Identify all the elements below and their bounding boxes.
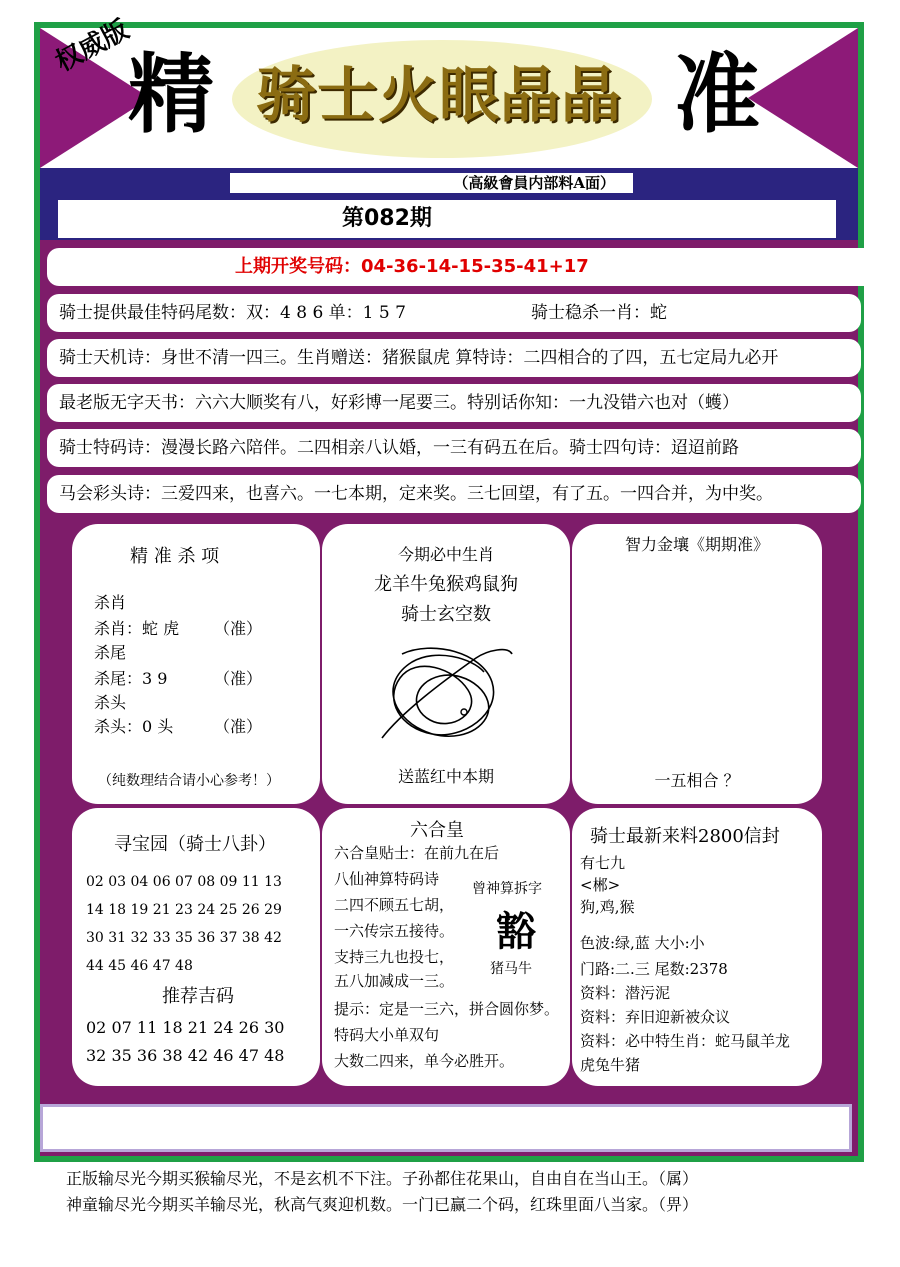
liuhe-title: 六合皇 — [410, 820, 464, 841]
tail-row — [47, 294, 861, 332]
latest-title: 骑士最新来料2800信封 — [590, 826, 780, 847]
header-char-left: 精 — [128, 44, 214, 145]
recommend-title: 推荐吉码 — [162, 986, 234, 1007]
last-draw-label: 上期开奖号码： — [235, 256, 361, 277]
latest-line-1: 有七九 — [580, 854, 626, 872]
latest-line-3: 狗,鸡,猴 — [580, 898, 635, 916]
kill-title: 精 准 杀 项 — [130, 546, 220, 567]
kill-zodiac: 杀肖：蛇 虎 — [94, 619, 180, 638]
footer-empty-box — [40, 1104, 852, 1152]
latest-info-2: 资料：弃旧迎新被众议 — [580, 1008, 731, 1026]
must-zodiac-panel — [322, 524, 570, 804]
liuhe-hint: 提示：定是一三六，拼合圆你梦。 — [334, 1000, 560, 1018]
header-char-right: 准 — [674, 44, 760, 145]
header-subtitle: （高級會員内部料A面） — [230, 173, 633, 193]
kill-zodiac-tag: （准） — [214, 619, 263, 638]
scribble-doodle — [372, 642, 522, 742]
poem-row-4: 马会彩头诗：三爱四来，也喜六。一七本期，定来奖。三七回望，有了五。一四合并，为中奖。 — [47, 475, 861, 513]
kill-zodiac-label: 杀肖 — [94, 593, 127, 612]
treasure-numbers-1: 02 03 04 06 07 08 09 11 13 — [86, 874, 282, 890]
treasure-numbers-4: 44 45 46 47 48 — [86, 958, 193, 974]
must-zodiacs: 龙羊牛兔猴鸡鼠狗 — [374, 574, 518, 595]
right-wing-decoration — [748, 28, 858, 168]
poem-row-1: 骑士天机诗：身世不清一四三。生肖赠送：猪猴鼠虎 算特诗：二四相合的了四，五七定局九必开 — [47, 339, 861, 377]
wisdom-answer: 一五相合 ？ — [654, 771, 740, 790]
kill-tail-label: 杀尾 — [94, 643, 127, 662]
footer-line-2: 神童输尽光今期买羊输尽光，秋高气爽迎机数。一门已赢二个码，红珠里面八当家。（畀） — [66, 1195, 699, 1214]
poem-row-3: 骑士特码诗：漫漫长路六陪伴。二四相亲八认婚，一三有码五在后。骑士四句诗：迢迢前路 — [47, 429, 861, 467]
split-char: 豁 — [496, 908, 536, 955]
must-title: 今期必中生肖 — [397, 545, 494, 564]
tail-numbers: 骑士提供最佳特码尾数：双：4 8 6 单：1 5 7 — [59, 303, 406, 323]
recommend-numbers-1: 02 07 11 18 21 24 26 30 — [86, 1018, 285, 1037]
issue-number: 第082期 — [58, 200, 836, 238]
liuhe-size-title: 特码大小单双句 — [334, 1026, 440, 1044]
latest-color-size: 色波:绿,蓝 大小:小 — [580, 934, 705, 952]
latest-path-tail: 门路:二.三 尾数:2378 — [580, 960, 728, 978]
kill-head: 杀头：0 头 — [94, 717, 174, 736]
latest-line-2: <郴> — [580, 876, 621, 894]
liuhe-size-line: 大数二四来，单今必胜开。 — [334, 1052, 515, 1070]
treasure-title: 寻宝园（骑士八卦） — [114, 834, 276, 855]
latest-info-1: 资料：潜污泥 — [580, 984, 671, 1002]
last-draw-row — [47, 248, 900, 286]
treasure-numbers-3: 30 31 32 33 35 36 37 38 42 — [86, 930, 282, 946]
liuhe-poem-line-4: 五八加减成一三。 — [334, 972, 455, 990]
wisdom-title: 智力金壤《期期准》 — [624, 535, 769, 554]
last-draw-numbers: 04-36-14-15-35-41+17 — [361, 256, 589, 277]
kill-one-zodiac: 骑士稳杀一肖：蛇 — [531, 303, 667, 323]
liuhe-panel — [322, 808, 570, 1086]
kill-tail-tag: （准） — [214, 669, 263, 688]
kill-tail: 杀尾：3 9 — [94, 669, 168, 688]
poem-row-2: 最老版无字天书：六六大顺奖有八，好彩博一尾要三。特别话你知：一九没错六也对（蠖） — [47, 384, 861, 422]
authority-badge: 权威版 — [50, 14, 134, 78]
liuhe-poem-title: 八仙神算特码诗 — [334, 870, 440, 888]
recommend-numbers-2: 32 35 36 38 42 46 47 48 — [86, 1046, 285, 1065]
split-char-answer: 猪马牛 — [490, 961, 532, 977]
kill-note: （纯数理结合请小心参考！） — [98, 773, 280, 789]
treasure-panel — [72, 808, 320, 1086]
liuhe-poem-line-2: 一六传宗五接待。 — [334, 922, 455, 940]
kill-head-tag: （准） — [214, 717, 263, 736]
latest-info-4: 虎兔牛猪 — [580, 1056, 641, 1074]
liuhe-poem-line-3: 支持三九也投七， — [334, 948, 455, 966]
treasure-numbers-2: 14 18 19 21 23 24 25 26 29 — [86, 902, 282, 918]
wisdom-panel — [572, 524, 822, 804]
latest-panel — [572, 808, 822, 1086]
split-char-label: 曾神算拆字 — [472, 881, 542, 897]
send-colors-label: 送蓝红中本期 — [397, 767, 494, 786]
liuhe-tip: 六合皇贴士：在前九在后 — [334, 844, 500, 862]
mystic-number-label: 骑士玄空数 — [401, 604, 491, 625]
latest-info-3: 资料：必中特生肖：蛇马鼠羊龙 — [580, 1032, 791, 1050]
page-title: 骑士火眼晶晶 — [256, 61, 622, 131]
kill-head-label: 杀头 — [94, 693, 127, 712]
liuhe-poem-line-1: 二四不顾五七胡， — [334, 896, 455, 914]
footer-line-1: 正版输尽光今期买猴输尽光，不是玄机不下注。子孙都住花果山，自由自在当山王。（属） — [66, 1169, 699, 1188]
kill-panel — [72, 524, 320, 804]
